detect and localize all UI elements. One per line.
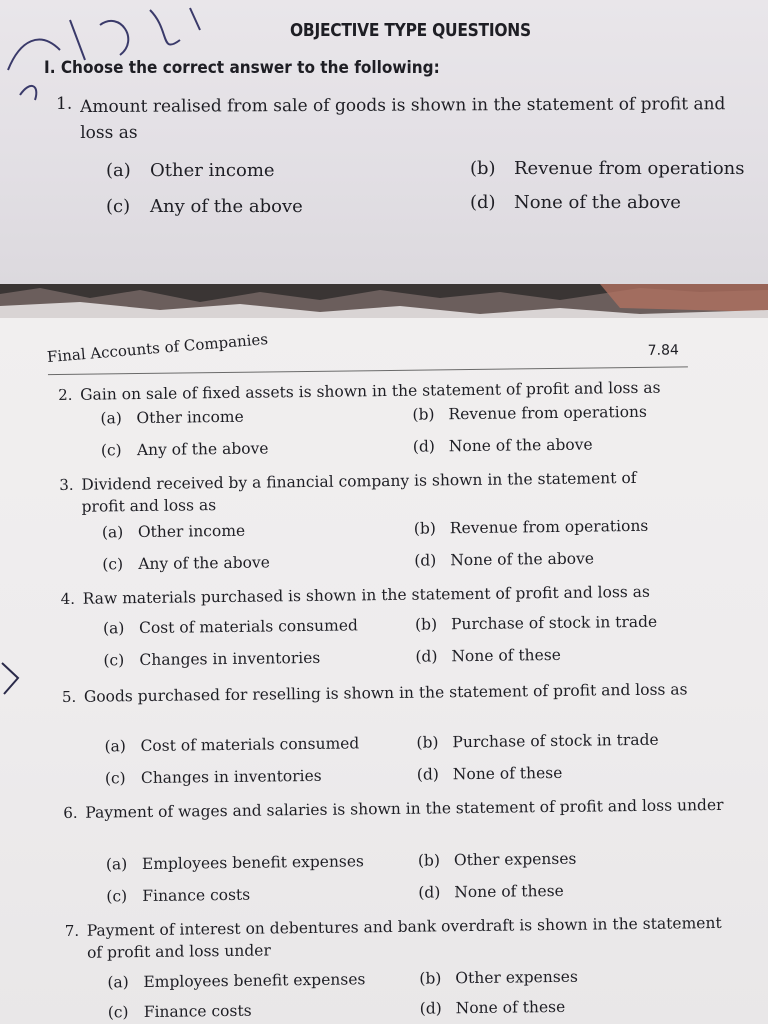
option-text: Any of the above xyxy=(138,553,270,574)
option-text: Other expenses xyxy=(453,849,577,870)
option-b xyxy=(416,731,658,752)
option-b xyxy=(412,403,647,424)
option-text: Revenue from operations xyxy=(514,158,745,179)
option-c xyxy=(108,1002,252,1022)
option-label: (c) xyxy=(106,887,128,906)
option-label: (d) xyxy=(416,765,440,784)
option-label: (b) xyxy=(416,733,439,752)
option-label: (c) xyxy=(107,1003,129,1022)
option-d xyxy=(414,549,594,569)
option-text: None of these xyxy=(454,881,564,902)
option-text: Cost of materials consumed xyxy=(140,734,360,756)
section-instruction: I. Choose the correct answer to the following: xyxy=(44,58,440,78)
option-label: (d) xyxy=(470,192,496,213)
option-text: None of the above xyxy=(450,549,595,570)
option-text: Revenue from operations xyxy=(449,516,649,538)
question-text: Gain on sale of fixed assets is shown in the statement of profit and loss as xyxy=(80,378,661,404)
option-a xyxy=(104,734,359,755)
option-text: Changes in inventories xyxy=(140,766,322,788)
option-b xyxy=(419,968,578,988)
option-label: (d) xyxy=(415,647,438,666)
question-text: Dividend received by a financial company is shown in the statement of profit and loss as xyxy=(81,468,637,516)
option-text: Other income xyxy=(150,160,275,181)
option-d xyxy=(413,435,593,455)
option-label: (a) xyxy=(102,619,125,638)
option-label: (c) xyxy=(102,555,124,574)
option-text: Other income xyxy=(137,521,246,542)
question-number: 2. xyxy=(58,385,73,405)
option-label: (b) xyxy=(417,851,441,870)
option-label: (a) xyxy=(105,855,128,874)
option-text: Employees benefit expenses xyxy=(141,852,365,874)
question-number: 5. xyxy=(61,687,77,706)
torn-page-edge xyxy=(0,284,768,318)
page-number: 7.84 xyxy=(647,342,679,359)
option-label: (d) xyxy=(414,551,437,570)
option-label: (d) xyxy=(412,437,436,456)
option-text: None of these xyxy=(452,763,563,784)
option-text: Revenue from operations xyxy=(448,402,648,424)
question-number: 4. xyxy=(60,589,76,609)
option-d xyxy=(420,998,566,1018)
option-text: Any of the above xyxy=(136,439,269,460)
top-page xyxy=(0,0,768,284)
question-number: 3. xyxy=(59,475,74,495)
question-number: 1. xyxy=(56,94,73,114)
option-label: (b) xyxy=(470,158,496,179)
page-heading: OBJECTIVE TYPE QUESTIONS xyxy=(290,20,531,41)
option-label: (a) xyxy=(107,973,129,992)
option-c xyxy=(106,886,250,906)
option-text: Any of the above xyxy=(150,196,303,217)
question-text: Payment of wages and salaries is shown in the statement of profit and loss under xyxy=(85,795,724,822)
option-label: (d) xyxy=(418,883,441,902)
question-text: Goods purchased for reselling is shown in the statement of profit and loss as xyxy=(83,680,688,706)
option-label: (c) xyxy=(103,651,125,670)
option-b xyxy=(414,517,649,538)
option-text: None of these xyxy=(451,645,562,666)
option-label: (c) xyxy=(104,769,126,788)
option-label: (a) xyxy=(106,160,131,181)
option-label: (a) xyxy=(100,409,122,428)
option-c xyxy=(103,649,320,670)
option-c xyxy=(106,196,303,217)
option-label: (d) xyxy=(419,999,442,1018)
option-label: (b) xyxy=(419,969,442,988)
option-a xyxy=(107,970,365,991)
option-c xyxy=(105,767,322,788)
question-number: 7. xyxy=(64,921,80,940)
option-b xyxy=(418,850,577,870)
option-d xyxy=(415,646,561,666)
option-label: (a) xyxy=(101,523,124,542)
option-d xyxy=(470,192,681,213)
option-a xyxy=(106,160,275,181)
option-text: Other expenses xyxy=(455,967,578,988)
option-c xyxy=(102,553,270,573)
option-label: (c) xyxy=(100,441,122,460)
option-a xyxy=(106,852,364,873)
option-d xyxy=(418,882,564,902)
option-text: Finance costs xyxy=(142,885,251,906)
option-label: (b) xyxy=(413,519,437,538)
option-a xyxy=(103,616,358,637)
option-a xyxy=(102,522,245,542)
page-header-title: Final Accounts of Companies xyxy=(46,330,269,367)
option-b xyxy=(415,613,657,634)
option-text: Changes in inventories xyxy=(139,648,321,670)
option-text: Finance costs xyxy=(143,1001,252,1022)
option-label: (c) xyxy=(106,196,131,217)
option-text: Other income xyxy=(136,407,244,428)
question-text: Amount realised from sale of goods is shown in the statement of profit and loss as xyxy=(80,94,726,143)
option-text: Employees benefit expenses xyxy=(143,970,366,992)
option-a xyxy=(100,408,243,428)
bottom-page xyxy=(0,318,768,1024)
option-label: (b) xyxy=(414,615,438,634)
option-c xyxy=(101,439,269,459)
option-d xyxy=(417,764,563,784)
question-number: 6. xyxy=(63,803,78,822)
option-label: (b) xyxy=(412,405,435,424)
option-text: Purchase of stock in trade xyxy=(452,730,659,752)
question-text: Raw materials purchased is shown in the statement of profit and loss as xyxy=(82,582,651,608)
option-text: None of these xyxy=(455,997,566,1018)
header-rule xyxy=(48,366,688,375)
option-text: Cost of materials consumed xyxy=(138,616,358,638)
option-text: None of the above xyxy=(448,435,593,456)
option-text: Purchase of stock in trade xyxy=(450,612,658,634)
option-label: (a) xyxy=(104,737,126,756)
question-text: Payment of interest on debentures and bank overdraft is shown in the statement of profit and loss under xyxy=(86,913,722,962)
option-text: None of the above xyxy=(514,192,681,213)
option-b xyxy=(470,158,744,179)
